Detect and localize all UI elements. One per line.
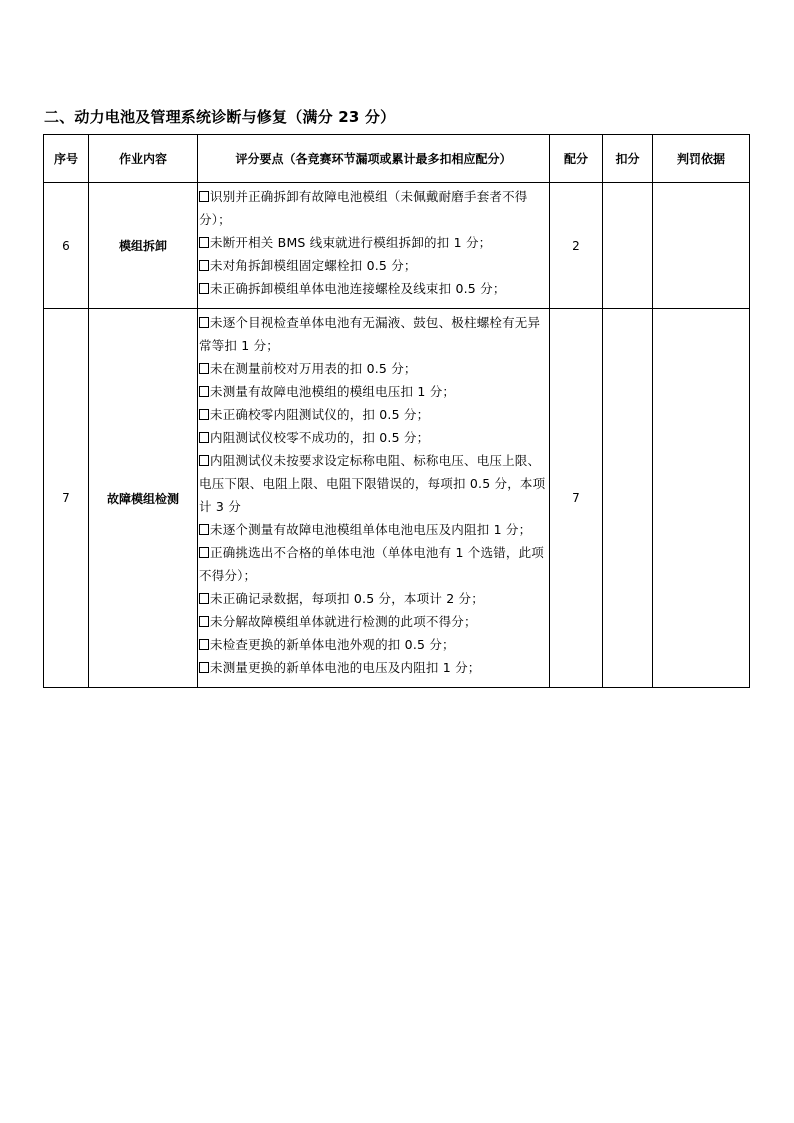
- checkbox-icon: [199, 409, 209, 420]
- row-deduct[interactable]: [603, 309, 653, 688]
- header-deduct: 扣分: [603, 135, 653, 183]
- checkbox-icon: [199, 616, 209, 627]
- table-row: [44, 309, 750, 688]
- criteria-item: 未逐个测量有故障电池模组单体电池电压及内阻扣 1 分；: [199, 518, 547, 541]
- checkbox-icon: [199, 317, 209, 328]
- row-seq: 7: [44, 309, 89, 688]
- row-basis[interactable]: [653, 309, 750, 688]
- criteria-item: 未正确校零内阻测试仪的，扣 0.5 分；: [199, 403, 547, 426]
- criteria-item: 未测量有故障电池模组的模组电压扣 1 分；: [199, 380, 547, 403]
- criteria-item: 识别并正确拆卸有故障电池模组（未佩戴耐磨手套者不得分）；: [199, 189, 528, 227]
- criteria-item: 内阻测试仪校零不成功的，扣 0.5 分；: [199, 426, 547, 449]
- checkbox-icon: [199, 455, 209, 466]
- checkbox-icon: [199, 386, 209, 397]
- checkbox-icon: [199, 363, 209, 374]
- header-task: 作业内容: [89, 135, 198, 183]
- checkbox-icon: [199, 593, 209, 604]
- row-seq: 6: [44, 183, 89, 309]
- criteria-item: 正确挑选出不合格的单体电池（单体电池有 1 个选错，此项不得分）；: [199, 545, 545, 583]
- criteria-item: 未断开相关 BMS 线束就进行模组拆卸的扣 1 分；: [199, 231, 547, 254]
- criteria-item: 未对角拆卸模组固定螺栓扣 0.5 分；: [199, 254, 547, 277]
- scoring-table: [43, 134, 750, 688]
- row-basis[interactable]: [653, 183, 750, 309]
- header-basis: 判罚依据: [653, 135, 750, 183]
- header-seq: 序号: [44, 135, 89, 183]
- row-points: 2: [550, 183, 603, 309]
- checkbox-icon: [199, 662, 209, 673]
- table-row: [44, 183, 750, 309]
- checkbox-icon: [199, 283, 209, 294]
- header-criteria: 评分要点（各竞赛环节漏项或累计最多扣相应配分）: [198, 135, 550, 183]
- row-task: 故障模组检测: [89, 309, 198, 688]
- criteria-item: 未逐个目视检查单体电池有无漏液、鼓包、极柱螺栓有无异常等扣 1 分；: [199, 315, 541, 353]
- criteria-item: 未测量更换的新单体电池的电压及内阻扣 1 分；: [199, 656, 547, 679]
- table-header-row: [44, 135, 750, 183]
- checkbox-icon: [199, 547, 209, 558]
- row-task: 模组拆卸: [89, 183, 198, 309]
- checkbox-icon: [199, 260, 209, 271]
- checkbox-icon: [199, 639, 209, 650]
- checkbox-icon: [199, 237, 209, 248]
- row-criteria: [198, 309, 550, 688]
- section-title: 二、动力电池及管理系统诊断与修复（满分 23 分）: [44, 108, 396, 126]
- criteria-item: 未分解故障模组单体就进行检测的此项不得分；: [199, 610, 547, 633]
- criteria-item: 未正确记录数据，每项扣 0.5 分，本项计 2 分；: [199, 587, 547, 610]
- row-criteria: [198, 183, 550, 309]
- header-points: 配分: [550, 135, 603, 183]
- checkbox-icon: [199, 191, 209, 202]
- criteria-item: 内阻测试仪未按要求设定标称电阻、标称电压、电压上限、电压下限、电阻上限、电阻下限错误的，每项扣 0.5 分，本项计 3 分: [199, 453, 546, 514]
- criteria-item: 未正确拆卸模组单体电池连接螺栓及线束扣 0.5 分；: [199, 277, 547, 300]
- row-deduct[interactable]: [603, 183, 653, 309]
- checkbox-icon: [199, 432, 209, 443]
- row-points: 7: [550, 309, 603, 688]
- criteria-item: 未检查更换的新单体电池外观的扣 0.5 分；: [199, 633, 547, 656]
- criteria-item: 未在测量前校对万用表的扣 0.5 分；: [199, 357, 547, 380]
- checkbox-icon: [199, 524, 209, 535]
